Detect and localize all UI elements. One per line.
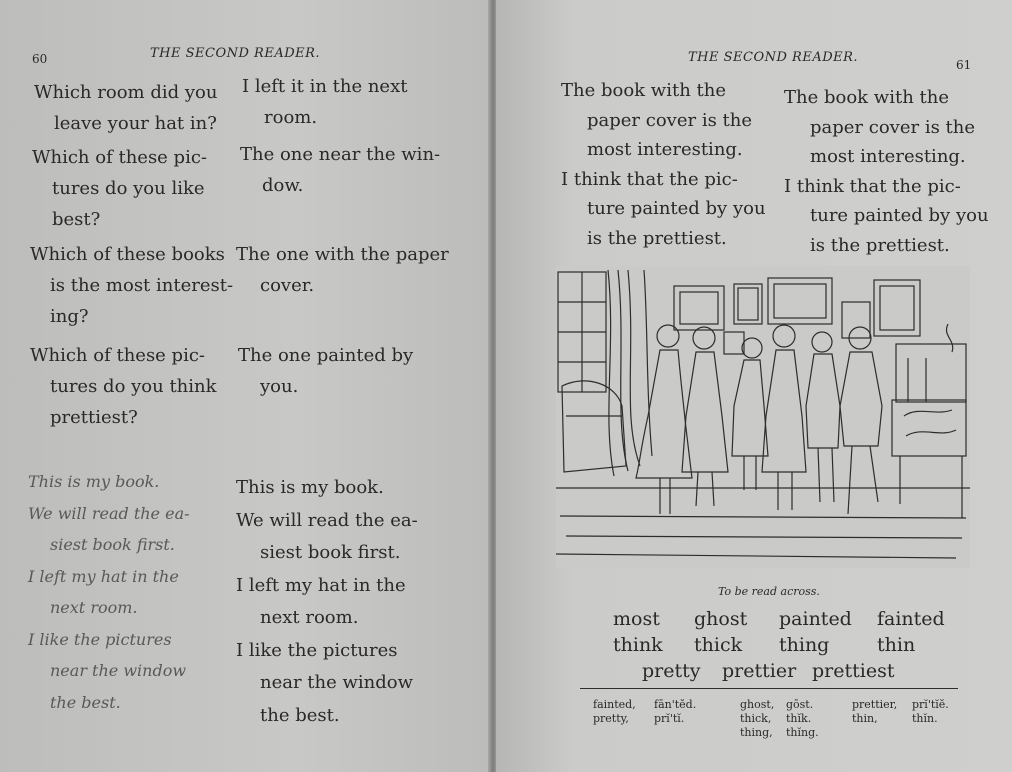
text-line: The one near the win-	[240, 144, 441, 165]
text-line: Which of these pic-	[30, 345, 205, 366]
text-line: ing?	[50, 306, 89, 327]
word-row-1	[0, 608, 1012, 634]
key-col	[740, 698, 774, 740]
key-line: gōst.	[786, 698, 814, 711]
question-3	[30, 239, 233, 332]
word-row-3	[0, 660, 1012, 686]
question-2	[32, 142, 207, 235]
text-line: We will read the ea-	[28, 503, 190, 523]
text-line: The book with the	[561, 80, 726, 101]
text-line: tures do you think	[50, 376, 217, 397]
text-line: prettiest?	[50, 407, 138, 428]
text-line: siest book first.	[50, 535, 175, 554]
text-line: the best.	[50, 692, 121, 712]
text-line: near the window	[260, 672, 414, 693]
text-line: This is my book.	[236, 477, 384, 498]
key-col	[852, 698, 897, 726]
text-line: is the prettiest.	[810, 234, 950, 256]
text-line: next room.	[260, 607, 359, 628]
text-line: tures do you like	[52, 178, 205, 199]
text-line: is the most interest-	[50, 275, 234, 296]
text-line: most interesting.	[587, 139, 743, 160]
text-line: We will read the ea-	[236, 509, 418, 531]
text-line: room.	[264, 107, 318, 128]
word: prettier	[722, 660, 797, 682]
key-line: thick,	[740, 712, 772, 725]
text-line: siest book first.	[260, 542, 401, 563]
key-line: prĭ'tĭĕ.	[912, 698, 949, 711]
divider-rule	[580, 688, 958, 689]
word: thin	[877, 634, 916, 656]
text-line: I like the pictures	[236, 639, 398, 661]
answer-1	[242, 71, 407, 133]
text-line: Which room did you	[34, 82, 218, 103]
text-line: cover.	[260, 275, 315, 296]
text-line: I think that the pic-	[784, 175, 961, 197]
key-line: fān'tĕd.	[654, 698, 697, 711]
answer-4	[238, 340, 413, 402]
word: think	[613, 634, 663, 656]
word: thing	[779, 634, 830, 656]
key-col	[593, 698, 636, 726]
running-header-right: THE SECOND READER.	[688, 50, 859, 65]
page-number-left: 60	[32, 52, 48, 66]
text-line: ture painted by you	[587, 198, 766, 219]
children-looking-at-pictures-illustration	[556, 266, 970, 568]
text-line: I left it in the next	[242, 76, 408, 97]
text-line: Which of these books	[30, 244, 225, 265]
script-column-right	[561, 76, 766, 253]
text-line: This is my book.	[28, 472, 160, 491]
word: ghost	[694, 608, 748, 630]
key-line: thin,	[852, 712, 878, 725]
key-line: ghost,	[740, 698, 775, 711]
text-line: is the prettiest.	[587, 227, 727, 249]
text-line: ture painted by you	[810, 205, 989, 226]
question-1	[34, 77, 217, 139]
key-line: pretty,	[593, 712, 629, 725]
text-line: paper cover is the	[810, 116, 976, 138]
key-col	[912, 698, 949, 726]
key-line: prĭ'tĭ.	[654, 712, 685, 725]
answer-3	[236, 239, 449, 301]
key-line: thĭng.	[786, 726, 819, 739]
text-line: I left my hat in the	[28, 566, 179, 586]
text-line: the best.	[260, 704, 340, 726]
word: thick	[694, 634, 743, 656]
key-line: prettier,	[852, 698, 898, 711]
text-line: near the window	[50, 661, 187, 680]
word: pretty	[642, 660, 701, 682]
text-line: you.	[260, 376, 299, 397]
word: fainted	[877, 608, 945, 630]
answer-2	[240, 139, 440, 201]
print-reading	[236, 472, 418, 732]
key-col	[654, 698, 696, 726]
word: painted	[779, 608, 852, 630]
question-4	[30, 340, 217, 433]
text-line: I like the pictures	[28, 629, 172, 649]
text-line: The one painted by	[238, 345, 414, 366]
text-line: leave your hat in?	[54, 113, 217, 134]
key-line: fainted,	[593, 698, 636, 711]
key-line: thing,	[740, 726, 773, 739]
word: prettiest	[812, 660, 895, 682]
text-line: Which of these pic-	[32, 147, 207, 168]
text-line: paper cover is the	[587, 109, 753, 131]
page-number-right: 61	[956, 58, 972, 72]
text-line: most interesting.	[810, 146, 966, 167]
text-line: I left my hat in the	[236, 574, 406, 596]
text-line: dow.	[262, 175, 304, 196]
key-line: thĭn.	[912, 712, 938, 725]
print-column-right	[784, 83, 989, 260]
text-line: best?	[52, 209, 101, 230]
read-across-caption: To be read across.	[718, 585, 820, 598]
pronunciation-key	[0, 698, 1012, 744]
text-line: The book with the	[784, 87, 949, 108]
running-header-left: THE SECOND READER.	[150, 46, 321, 61]
text-line: next room.	[50, 598, 138, 617]
key-line: thĭk.	[786, 712, 812, 725]
word: most	[613, 608, 660, 630]
text-line: The one with the paper	[236, 244, 449, 265]
text-line: I think that the pic-	[561, 168, 738, 190]
word-row-2	[0, 634, 1012, 660]
key-col	[786, 698, 819, 740]
